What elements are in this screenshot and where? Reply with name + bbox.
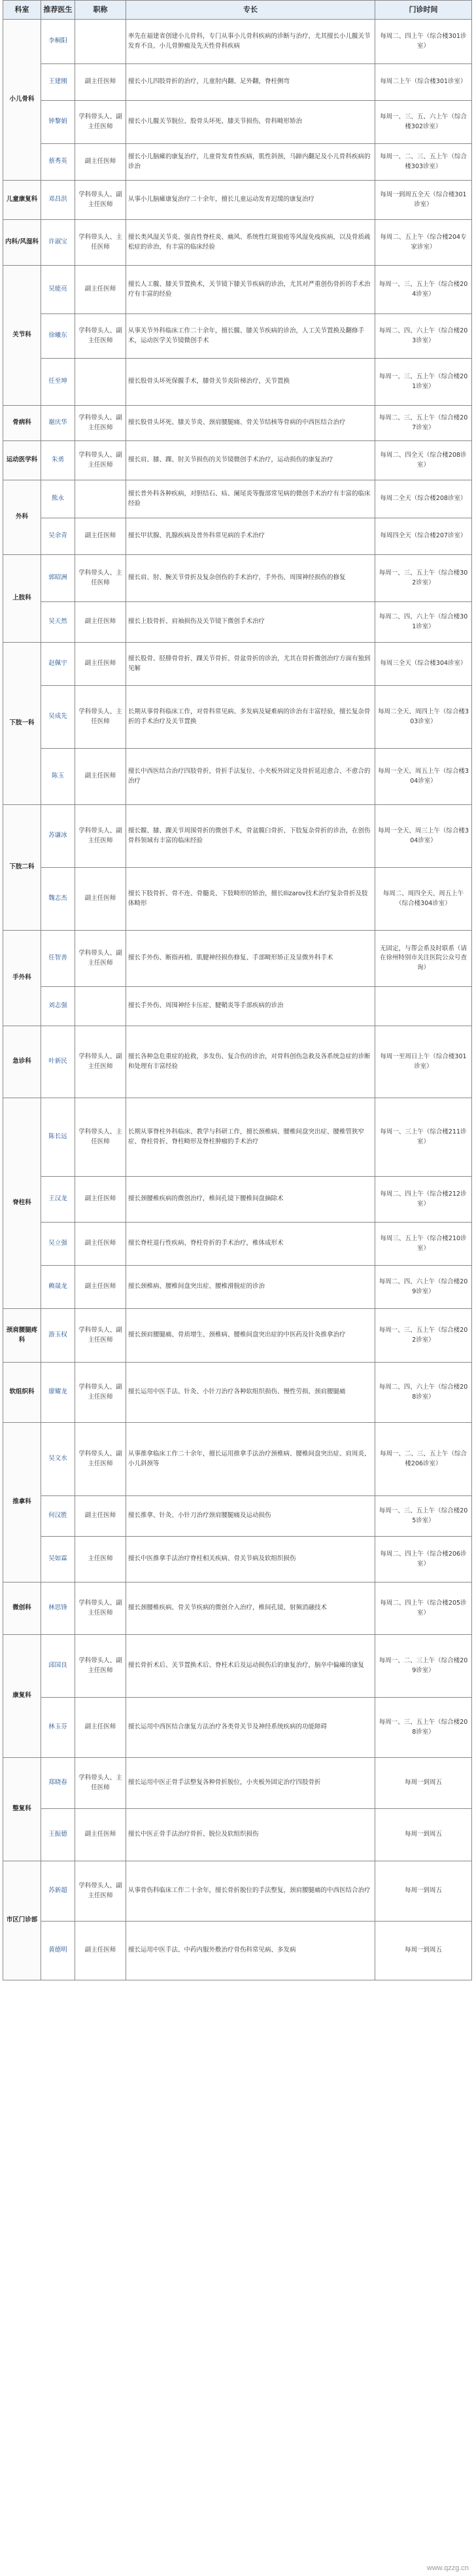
title-cell: 副主任医师 (75, 643, 126, 686)
title-cell: 学科带头人、副主任医师 (75, 101, 126, 144)
title-cell: 学科带头人、主任医师 (75, 686, 126, 749)
doctor-name-cell: 吴天然 (41, 602, 75, 643)
specialty-cell: 擅长运用中西医结合康复方法治疗各类骨关节及神经系统疾病的功能障碍 (126, 1698, 375, 1758)
title-cell: 副主任医师 (75, 1809, 126, 1861)
table-row (3, 64, 472, 101)
table-row (3, 643, 472, 686)
schedule-cell: 每周一到周五 (375, 1809, 472, 1861)
table-row (3, 406, 472, 441)
doctor-name-cell: 郭昭洲 (41, 555, 75, 602)
schedule-cell: 每周二全天（综合楼208诊室） (375, 480, 472, 518)
doctor-name-cell: 李桐阳 (41, 20, 75, 64)
doctor-name-cell: 王建刚 (41, 64, 75, 101)
schedule-cell: 每周二、五上午（综合楼204专家诊室） (375, 220, 472, 266)
specialty-cell: 擅长下肢骨折、骨不连、骨髓炎、下肢畸形的矫治，擅长Ilizarov技术治疗复杂骨折及肢体畸形 (126, 868, 375, 931)
title-cell: 学科带头人、副主任医师 (75, 441, 126, 480)
schedule-cell: 每周一到周五 (375, 1758, 472, 1809)
doctor-name-cell: 赖晟龙 (41, 1266, 75, 1309)
specialty-cell: 擅长颈椎病、腰椎间盘突出症、腰椎滑脱症的诊治 (126, 1266, 375, 1309)
department-cell: 颈肩腰腿疼科 (3, 1309, 41, 1363)
doctor-name-cell: 吴成先 (41, 686, 75, 749)
specialty-cell: 擅长肩、膝、踝、肘关节损伤的关节镜微创手术治疗，运动损伤的康复治疗 (126, 441, 375, 480)
schedule-cell: 每周一、三、五上午（综合楼205诊室） (375, 1496, 472, 1537)
specialty-cell: 擅长运用中医手法、针灸、小针刀治疗各种软组织损伤、慢性劳损、颈肩腰腿痛 (126, 1363, 375, 1423)
title-cell: 学科带头人、副主任医师 (75, 314, 126, 359)
specialty-cell: 擅长中医推拿手法治疗脊柱相关疾病、骨关节病及软组织损伤 (126, 1537, 375, 1583)
specialty-cell: 擅长人工髋、膝关节置换术，关节镜下膝关节疾病的诊治，尤其对严重创伤骨折的手术治疗有丰富的经验 (126, 266, 375, 314)
specialty-cell: 长期从事脊柱外科临床、教学与科研工作，擅长颈椎病、腰椎间盘突出症、腰椎管狭窄症、脊柱骨折、脊柱畸形及脊柱肿瘤的手术治疗 (126, 1098, 375, 1177)
schedule-cell: 每周一、三、五上午（综合楼302诊室） (375, 555, 472, 602)
title-cell: 学科带头人、主任医师 (75, 220, 126, 266)
title-cell (75, 480, 126, 518)
table-row (3, 1583, 472, 1635)
schedule-cell: 每周二、四上午（综合楼212诊室） (375, 1177, 472, 1223)
table-row (3, 868, 472, 931)
table-row (3, 1266, 472, 1309)
header-specialty: 专长 (126, 1, 375, 20)
table-row (3, 101, 472, 144)
specialty-cell: 擅长小儿四肢骨折的治疗，儿童肘内翻、足外翻，脊柱侧弯 (126, 64, 375, 101)
schedule-cell: 每周二、四上午（综合楼205诊室） (375, 1583, 472, 1635)
table-row (3, 1758, 472, 1809)
department-cell: 骨病科 (3, 406, 41, 441)
title-cell: 副主任医师 (75, 1266, 126, 1309)
table-row (3, 266, 472, 314)
title-cell: 学科带头人、副主任医师 (75, 1583, 126, 1635)
table-row (3, 1537, 472, 1583)
title-cell: 副主任医师 (75, 749, 126, 805)
table-row (3, 805, 472, 868)
department-cell: 急诊科 (3, 1026, 41, 1098)
specialty-cell: 擅长股骨头坏死保髋手术，膝骨关节炎阶梯治疗，关节置换 (126, 359, 375, 406)
department-cell: 关节科 (3, 266, 41, 406)
title-cell: 副主任医师 (75, 868, 126, 931)
title-cell: 学科带头人、副主任医师 (75, 181, 126, 220)
doctor-name-cell: 吴能亮 (41, 266, 75, 314)
doctor-name-cell: 苏谦冰 (41, 805, 75, 868)
doctor-name-cell: 蔡秀英 (41, 144, 75, 181)
specialty-cell: 擅长中西医结合治疗四肢骨折，骨折手法复位、小夹板外固定及骨折延迟愈合、不愈合的治疗 (126, 749, 375, 805)
table-row (3, 686, 472, 749)
schedule-cell: 每周一、三、五、六上午（综合楼302诊室） (375, 101, 472, 144)
table-row (3, 1635, 472, 1698)
schedule-cell: 每周二、四、六上午（综合楼208诊室） (375, 1363, 472, 1423)
specialty-cell: 从事推拿临床工作二十余年，擅长运用推拿手法治疗颈椎病、腰椎间盘突出症、肩周炎、小儿斜颈等 (126, 1423, 375, 1496)
department-cell: 下肢一科 (3, 643, 41, 805)
department-cell: 下肢二科 (3, 805, 41, 931)
schedule-cell: 每周一至周日上午（综合楼301诊室） (375, 1026, 472, 1098)
specialty-cell: 长期从事骨科临床工作，对骨科常见病、多发病及疑难病的诊治有丰富经验，擅长复杂骨折的手术治疗及关节置换 (126, 686, 375, 749)
doctor-name-cell: 邱国良 (41, 1635, 75, 1698)
department-cell: 推拿科 (3, 1423, 41, 1583)
specialty-cell: 擅长甲状腺、乳腺疾病及普外科常见病的手术治疗 (126, 518, 375, 555)
schedule-cell: 每周二、四、六上午（综合楼203诊室） (375, 314, 472, 359)
doctor-schedule-table (3, 0, 472, 1980)
table-row (3, 1098, 472, 1177)
table-row (3, 480, 472, 518)
department-cell: 小儿骨科 (3, 20, 41, 181)
schedule-cell: 每周二、四、六上午（综合楼209诊室） (375, 1266, 472, 1309)
doctor-name-cell: 许淑宝 (41, 220, 75, 266)
doctor-name-cell: 吴立强 (41, 1223, 75, 1266)
schedule-cell: 每周一、三上午（综合楼211诊室） (375, 1098, 472, 1177)
table-row (3, 518, 472, 555)
title-cell: 副主任医师 (75, 1223, 126, 1266)
department-cell: 微创科 (3, 1583, 41, 1635)
department-cell: 软组织科 (3, 1363, 41, 1423)
schedule-cell: 每周四全天（综合楼207诊室） (375, 518, 472, 555)
schedule-cell: 每周一、二、三、五上午（综合楼206诊室） (375, 1423, 472, 1496)
table-row (3, 20, 472, 64)
title-cell: 学科带头人、副主任医师 (75, 931, 126, 987)
title-cell: 学科带头人、副主任医师 (75, 805, 126, 868)
specialty-cell: 擅长脊柱退行性疾病、脊柱骨折的手术治疗，椎体成形术 (126, 1223, 375, 1266)
doctor-name-cell: 吴余青 (41, 518, 75, 555)
title-cell: 学科带头人、副主任医师 (75, 1635, 126, 1698)
title-cell: 学科带头人、副主任医师 (75, 406, 126, 441)
table-row (3, 1026, 472, 1098)
doctor-name-cell: 苏新超 (41, 1861, 75, 1922)
doctor-name-cell: 徐曦东 (41, 314, 75, 359)
department-cell: 内科/风湿科 (3, 220, 41, 266)
schedule-cell: 每周二全天、周四上午（综合楼303诊室） (375, 686, 472, 749)
schedule-cell: 每周一全天、周三上午（综合楼304诊室） (375, 805, 472, 868)
specialty-cell: 从事骨伤科临床工作二十余年，擅长骨折脱位的手法整复，颈肩腰腿痛的中西医结合治疗 (126, 1861, 375, 1922)
doctor-name-cell: 赵佩宇 (41, 643, 75, 686)
department-cell: 手外科 (3, 931, 41, 1026)
doctor-name-cell: 游玉权 (41, 1309, 75, 1363)
doctor-name-cell: 任至坤 (41, 359, 75, 406)
title-cell: 副主任医师 (75, 602, 126, 643)
specialty-cell: 擅长小儿脑瘫的康复治疗，儿童骨发育性疾病，肌性斜颈，马蹄内翻足及小儿骨科疾病的诊治 (126, 144, 375, 181)
title-cell: 学科带头人、副主任医师 (75, 1423, 126, 1496)
table-row (3, 359, 472, 406)
schedule-cell: 每周一、三、五上午（综合楼208诊室） (375, 1698, 472, 1758)
title-cell: 学科带头人、主任医师 (75, 1758, 126, 1809)
schedule-cell: 每周二、周四全天、周五上午（综合楼304诊室） (375, 868, 472, 931)
specialty-cell: 从事小儿脑瘫康复治疗二十余年，擅长儿童运动发育迟缓的康复治疗 (126, 181, 375, 220)
title-cell: 副主任医师 (75, 266, 126, 314)
title-cell (75, 359, 126, 406)
header-department: 科室 (3, 1, 41, 20)
table-row (3, 555, 472, 602)
title-cell: 学科带头人、主任医师 (75, 1098, 126, 1177)
department-cell: 市区门诊部 (3, 1861, 41, 1980)
doctor-name-cell: 刘志强 (41, 987, 75, 1026)
header-row (3, 1, 472, 20)
schedule-cell: 每周二、四、六上午（综合楼301诊室） (375, 602, 472, 643)
table-row (3, 1363, 472, 1423)
schedule-cell: 每周一到周五 (375, 1861, 472, 1922)
doctor-name-cell: 郑晓春 (41, 1758, 75, 1809)
specialty-cell: 擅长上肢骨折、肩袖损伤及关节镜下微创手术治疗 (126, 602, 375, 643)
doctor-name-cell: 吴文水 (41, 1423, 75, 1496)
table-row (3, 602, 472, 643)
schedule-cell: 每周一、三、五上午（综合楼204诊室） (375, 266, 472, 314)
doctor-name-cell: 王汉龙 (41, 1177, 75, 1223)
doctor-name-cell: 邓昌洪 (41, 181, 75, 220)
specialty-cell: 擅长普外科各种疾病，对胆结石、疝、阑尾炎等腹部常见病的微创手术治疗有丰富的临床经验 (126, 480, 375, 518)
schedule-cell: 每周一、二、三、五上午（综合楼303诊室） (375, 144, 472, 181)
department-cell: 脊柱科 (3, 1098, 41, 1309)
schedule-cell: 每周二上午（综合楼301诊室） (375, 64, 472, 101)
specialty-cell: 擅长推拿、针灸、小针刀治疗颈肩腰腿痛及运动损伤 (126, 1496, 375, 1537)
title-cell: 副主任医师 (75, 144, 126, 181)
department-cell: 康复科 (3, 1635, 41, 1758)
table-row (3, 144, 472, 181)
department-cell: 外科 (3, 480, 41, 555)
table-row (3, 1809, 472, 1861)
watermark: www.qzzg.cn (426, 2564, 469, 2572)
schedule-cell: 每周一、三、五上午（综合楼201诊室） (375, 359, 472, 406)
doctor-name-cell: 王振德 (41, 1809, 75, 1861)
doctor-name-cell: 叶新民 (41, 1026, 75, 1098)
doctor-name-cell: 何汉胜 (41, 1496, 75, 1537)
schedule-cell: 每周二、四上午（综合楼206诊室） (375, 1537, 472, 1583)
title-cell: 副主任医师 (75, 64, 126, 101)
specialty-cell: 擅长中医正骨手法治疗骨折、脱位及软组织损伤 (126, 1809, 375, 1861)
doctor-name-cell: 朱勇 (41, 441, 75, 480)
doctor-name-cell: 林玉芬 (41, 1698, 75, 1758)
title-cell: 副主任医师 (75, 1698, 126, 1758)
table-row (3, 749, 472, 805)
title-cell: 副主任医师 (75, 1177, 126, 1223)
table-row (3, 181, 472, 220)
table-row (3, 1423, 472, 1496)
schedule-cell: 每周一、三、五上午（综合楼202诊室） (375, 1309, 472, 1363)
header-schedule: 门诊时间 (375, 1, 472, 20)
specialty-cell: 擅长颈腰椎疾病的微创治疗，椎间孔镜下腰椎间盘摘除术 (126, 1177, 375, 1223)
table-row (3, 1922, 472, 1980)
doctor-name-cell: 陈玉 (41, 749, 75, 805)
title-cell: 学科带头人、副主任医师 (75, 1026, 126, 1098)
title-cell: 学科带头人、副主任医师 (75, 1309, 126, 1363)
specialty-cell: 擅长颈腰椎疾病、骨关节疾病的微创介入治疗，椎间孔镜、射频消融技术 (126, 1583, 375, 1635)
specialty-cell: 率先在福建省创建小儿骨科，专门从事小儿骨科疾病的诊断与治疗，尤其擅长小儿髋关节发育不良、小儿骨肿瘤及先天性骨科疾病 (126, 20, 375, 64)
title-cell: 学科带头人、主任医师 (75, 555, 126, 602)
schedule-cell: 每周三、五上午（综合楼210诊室） (375, 1223, 472, 1266)
department-cell: 运动医学科 (3, 441, 41, 480)
doctor-name-cell: 谢庆华 (41, 406, 75, 441)
title-cell: 副主任医师 (75, 518, 126, 555)
specialty-cell: 擅长骨折术后、关节置换术后、脊柱术后及运动损伤后的康复治疗，脑卒中偏瘫的康复 (126, 1635, 375, 1698)
specialty-cell: 擅长手外伤、周围神经卡压症、腱鞘炎等手部疾病的诊治 (126, 987, 375, 1026)
department-cell: 上肢科 (3, 555, 41, 643)
specialty-cell: 从事关节外科临床工作二十余年，擅长髋、膝关节疾病的诊治，人工关节置换及翻修手术，运动医学关节镜微创手术 (126, 314, 375, 359)
specialty-cell: 擅长股骨头坏死、膝关节炎、颈肩腰腿痛、骨关节结核等骨病的中西医结合治疗 (126, 406, 375, 441)
header-title: 职称 (75, 1, 126, 20)
doctor-name-cell: 钟黎娟 (41, 101, 75, 144)
table-row (3, 1698, 472, 1758)
schedule-cell (375, 987, 472, 1026)
table-row (3, 441, 472, 480)
schedule-cell: 每周二、四上午（综合楼301诊室） (375, 20, 472, 64)
title-cell: 副主任医师 (75, 1496, 126, 1537)
title-cell: 主任医师 (75, 1537, 126, 1583)
doctor-name-cell: 黄德明 (41, 1922, 75, 1980)
schedule-cell: 无固定，与帮会系及时联系（请在徐州特别市关注医院公众号查询） (375, 931, 472, 987)
schedule-body (3, 20, 472, 1980)
table-row (3, 314, 472, 359)
specialty-cell: 擅长类风湿关节炎、强直性脊柱炎、痛风、系统性红斑狼疮等风湿免疫疾病，以及骨质疏松症的诊治，有丰富的临床经验 (126, 220, 375, 266)
doctor-name-cell: 陈长远 (41, 1098, 75, 1177)
schedule-cell: 每周三全天（综合楼304诊室） (375, 643, 472, 686)
specialty-cell: 擅长各种急危重症的抢救，多发伤、复合伤的诊治，对骨科创伤急救及各系统急症的诊断和处理有丰富经验 (126, 1026, 375, 1098)
table-row (3, 220, 472, 266)
header-doctor: 推荐医生 (41, 1, 75, 20)
schedule-cell: 每周一、二、三上午（综合楼209诊室） (375, 1635, 472, 1698)
table-row (3, 931, 472, 987)
specialty-cell: 擅长运用中医正骨手法整复各种骨折脱位，小夹板外固定治疗四肢骨折 (126, 1758, 375, 1809)
specialty-cell: 擅长颈肩腰腿痛、骨质增生、颈椎病、腰椎间盘突出症的中医药及针灸推拿治疗 (126, 1309, 375, 1363)
title-cell: 学科带头人、副主任医师 (75, 1363, 126, 1423)
table-row (3, 1861, 472, 1922)
schedule-cell: 每周一到周五全天（综合楼301诊室） (375, 181, 472, 220)
title-cell: 学科带头人、副主任医师 (75, 1861, 126, 1922)
doctor-name-cell: 魏志杰 (41, 868, 75, 931)
doctor-name-cell: 吴如霖 (41, 1537, 75, 1583)
schedule-cell: 每周一到周五 (375, 1922, 472, 1980)
table-row (3, 1223, 472, 1266)
specialty-cell: 擅长手外伤、断指再植、肌腱神经损伤修复、手部畸形矫正及显微外科手术 (126, 931, 375, 987)
table-row (3, 987, 472, 1026)
doctor-name-cell: 任智善 (41, 931, 75, 987)
doctor-name-cell: 熊永 (41, 480, 75, 518)
schedule-cell: 每周二、四全天（综合楼208诊室） (375, 441, 472, 480)
department-cell: 整复科 (3, 1758, 41, 1861)
specialty-cell: 擅长肩、肘、腕关节骨折及复杂创伤的手术治疗，手外伤、周围神经损伤的修复 (126, 555, 375, 602)
specialty-cell: 擅长股骨、胫腓骨骨折、踝关节骨折、骨盆骨折的诊治，尤其在骨折微创治疗方面有独到见解 (126, 643, 375, 686)
title-cell: 副主任医师 (75, 1922, 126, 1980)
schedule-cell: 每周一全天、周五上午（综合楼304诊室） (375, 749, 472, 805)
doctor-name-cell: 廖耀龙 (41, 1363, 75, 1423)
title-cell (75, 987, 126, 1026)
department-cell: 儿童康复科 (3, 181, 41, 220)
specialty-cell: 擅长髋、膝、踝关节周围骨折的微创手术，骨盆髋臼骨折、下肢复杂骨折的诊治，在创伤骨科领域有丰富的临床经验 (126, 805, 375, 868)
title-cell (75, 20, 126, 64)
specialty-cell: 擅长运用中医手法、中药内服外敷治疗骨伤科常见病、多发病 (126, 1922, 375, 1980)
table-row (3, 1177, 472, 1223)
specialty-cell: 擅长小儿髋关节脱位、股骨头坏死、膝关节损伤，骨科畸形矫治 (126, 101, 375, 144)
doctor-name-cell: 林思锋 (41, 1583, 75, 1635)
schedule-cell: 每周二、三、五上午（综合楼207诊室） (375, 406, 472, 441)
table-row (3, 1309, 472, 1363)
table-row (3, 1496, 472, 1537)
